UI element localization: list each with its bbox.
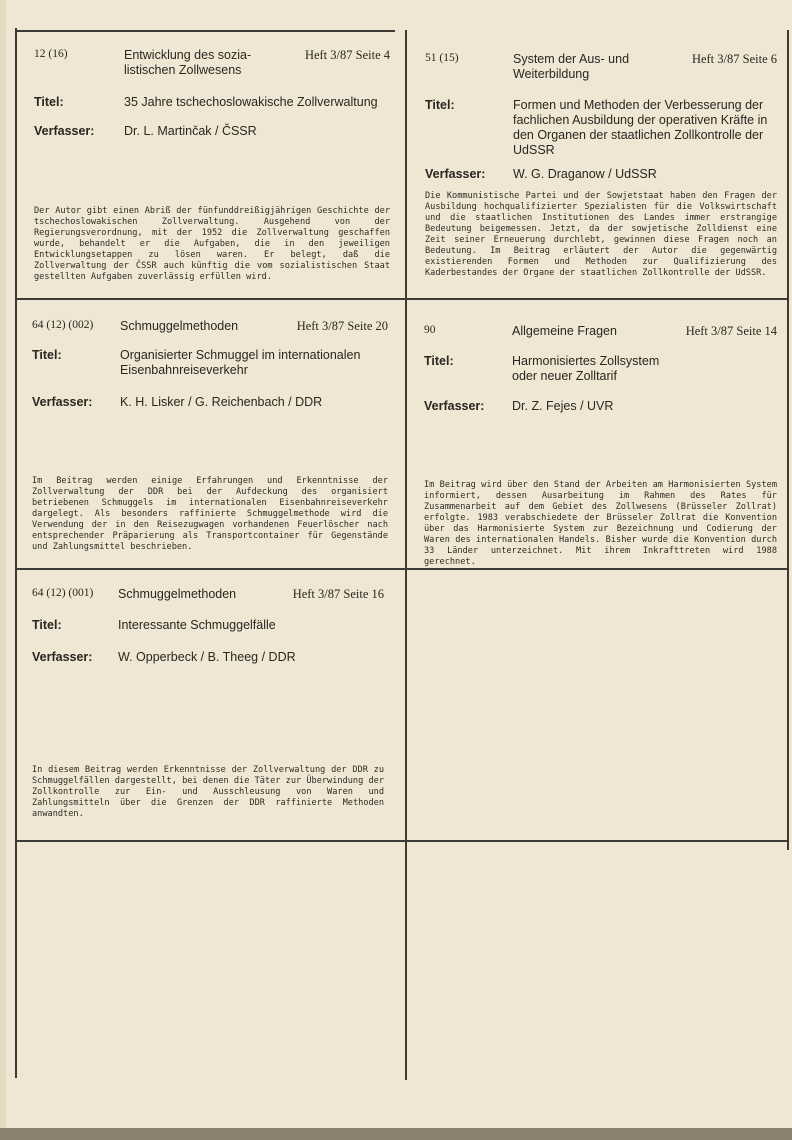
topic-heading: [118, 587, 236, 602]
classification-number: 90: [424, 324, 436, 336]
page-edge: [0, 0, 6, 1130]
topic-heading: [512, 324, 617, 339]
author-label: Verfasser:: [425, 167, 486, 181]
row-divider-2: [15, 568, 787, 570]
author-label: Verfasser:: [32, 650, 93, 664]
article-title: Formen und Methoden der Verbesserung der fachlichen Ausbildung der operativen Kräfte in den Organen der staatlichen Zollkontrolle der UdSSR: [513, 98, 768, 157]
article-abstract: Im Beitrag wird über den Stand der Arbeiten am Harmonisierten System informiert, dessen Ausarbeitung im Rahmen des Rates für Zusammenarbeit auf dem Gebiet des Zollwesens (Brüsseler Zollrat) erfolgte. 1983 verabschiedete der Brüsseler Zollrat die Konvention über das Harmonisierte System zur Bezeichnung und Codierung der Waren des internationalen Handels. Bisher wurde die Konvention durch 33 Länder unterzeichnet. Mit ihrem Inkrafttreten wird 1988 gerechnet.: [424, 480, 777, 567]
row-divider-3: [15, 840, 787, 842]
topic-line: Schmuggelmethoden: [118, 587, 237, 601]
classification-number: 12 (16): [34, 48, 68, 60]
topic-heading: [513, 52, 629, 82]
reference-card-3: [32, 319, 388, 559]
article-title: Interessante Schmuggelfälle: [118, 618, 276, 632]
article-author: Dr. L. Martinčak / ČSSR: [124, 124, 257, 138]
topic-line: Allgemeine Fragen: [512, 324, 617, 338]
issue-reference: Heft 3/87 Seite 6: [691, 52, 777, 66]
article-author: W. Opperbeck / B. Theeg / DDR: [118, 650, 296, 664]
reference-card-5: [32, 587, 384, 827]
card-header: [34, 48, 390, 88]
issue-reference: Heft 3/87 Seite 4: [304, 48, 390, 62]
column-divider-right-edge: [787, 30, 789, 850]
row-divider-1: [15, 298, 787, 300]
classification-number: 51 (15): [425, 52, 459, 64]
classification-number: 64 (12) (002): [32, 319, 94, 331]
issue-reference: Heft 3/87 Seite 20: [296, 319, 388, 333]
reference-card-2: [425, 52, 777, 292]
title-label: Titel:: [424, 354, 454, 368]
article-title: Organisierter Schmuggel im internationalen Eisenbahnreiseverkehr: [120, 348, 361, 377]
topic-heading: [124, 48, 251, 78]
topic-line: Entwicklung des sozia-: [124, 48, 252, 62]
article-author: W. G. Draganow / UdSSR: [513, 167, 657, 181]
classification-number: 64 (12) (001): [32, 587, 94, 599]
topic-line: Weiterbildung: [513, 67, 590, 81]
column-divider-left-edge: [15, 28, 17, 1078]
title-label: Titel:: [425, 98, 455, 112]
row-divider-top: [15, 30, 395, 32]
article-title: Harmonisiertes Zollsystem oder neuer Zolltarif: [512, 354, 660, 383]
author-label: Verfasser:: [32, 395, 93, 409]
topic-line: listischen Zollwesens: [124, 63, 242, 77]
title-label: Titel:: [32, 618, 62, 632]
reference-card-1: [34, 48, 390, 288]
author-label: Verfasser:: [34, 124, 95, 138]
topic-line: System der Aus- und: [513, 52, 630, 66]
topic-heading: [120, 319, 238, 334]
issue-reference: Heft 3/87 Seite 16: [292, 587, 384, 601]
article-abstract: Der Autor gibt einen Abriß der fünfunddreißigjährigen Geschichte der tschechoslowakischen Zollverwaltung. Ausgehend von der Regierungsverordnung, mit der 1952 die Zollverwaltung geschaffen wurde, behandelt er die Aufgaben, die in den jeweiligen Entwicklungsetappen zu lösen waren. Er belegt, daß die Zollverwaltung der ČSSR auch künftig die vom sozialistischen Staat gestellten Aufgaben zuverlässig erfüllen wird.: [34, 206, 390, 282]
article-author: Dr. Z. Fejes / UVR: [512, 399, 614, 413]
reference-card-4: [424, 324, 777, 567]
topic-line: Schmuggelmethoden: [120, 319, 239, 333]
title-label: Titel:: [32, 348, 62, 362]
article-author: K. H. Lisker / G. Reichenbach / DDR: [120, 395, 323, 409]
article-title: 35 Jahre tschechoslowakische Zollverwaltung: [124, 95, 378, 109]
issue-reference: Heft 3/87 Seite 14: [685, 324, 777, 338]
title-label: Titel:: [34, 95, 64, 109]
scanner-edge: [0, 1128, 792, 1140]
author-label: Verfasser:: [424, 399, 485, 413]
article-abstract: Im Beitrag werden einige Erfahrungen und Erkenntnisse der Zollverwaltung der DDR bei der Aufdeckung des organisiert betriebenen Schmuggels im internationalen Eisenbahnreiseverkehr dargelegt. Als besonders raffinierte Schmuggelmethode wird die Verwendung der in den Reisezugwagen vorhandenen Feuerlöscher nach entsprechender Präparierung als Transportcontainer für Gegenstände und Zahlungsmittel beschrieben.: [32, 476, 388, 552]
column-divider-center: [405, 30, 407, 1080]
article-abstract: Die Kommunistische Partei und der Sowjetstaat haben den Fragen der Ausbildung hochqualifizierter Spezialisten für die Volkswirtschaft und die staatlichen Institutionen des Landes immer erstrangige Bedeutung beigemessen. Jetzt, da der sowjetische Zolldienst eine Zeit seiner Erneuerung durchlebt, gewinnen diese Fragen noch an Bedeutung. Im Beitrag erläutert der Autor die gegenwärtig existierenden Formen und Methoden zur Qualifizierung des Kaderbestandes der Organe der staatlichen Zollkontrolle der UdSSR.: [425, 191, 777, 278]
article-abstract: In diesem Beitrag werden Erkenntnisse der Zollverwaltung der DDR zu Schmuggelfällen dargestellt, bei denen die Täter zur Überwindung der Zollkontrolle zur Ein- und Ausschleusung von Waren und Zahlungsmitteln über die Grenzen der DDR raffinierte Methoden anwandten.: [32, 765, 384, 819]
card-header: [425, 52, 777, 92]
